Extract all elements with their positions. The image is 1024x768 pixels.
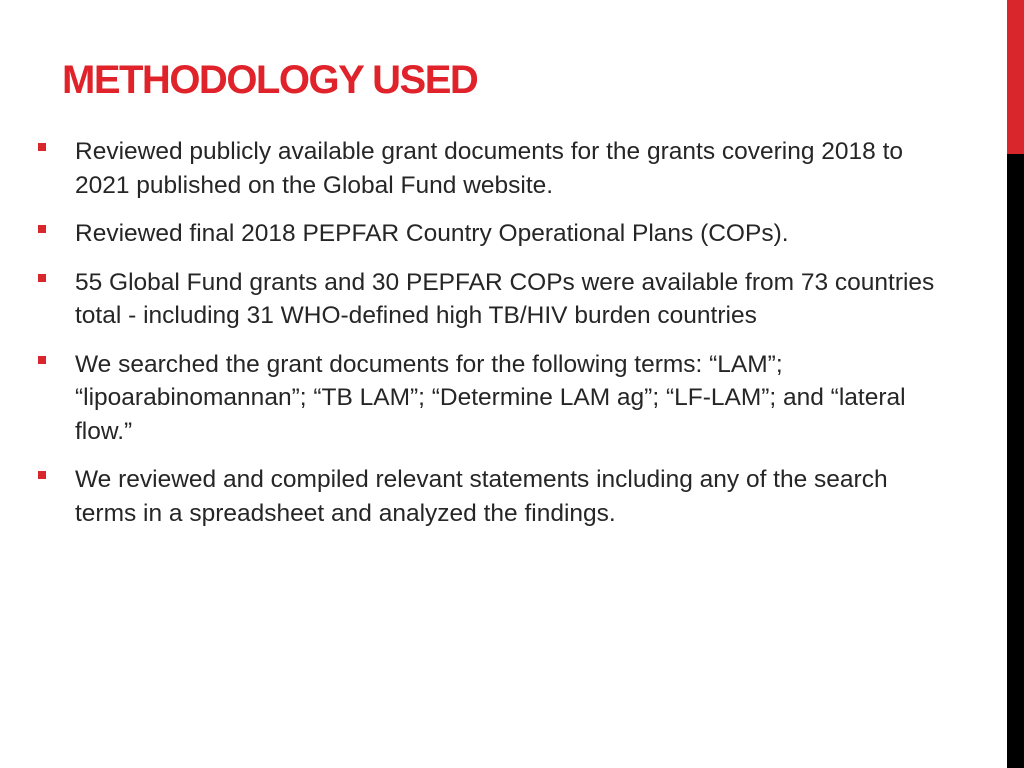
bullet-item (38, 135, 938, 202)
square-bullet-icon (38, 356, 46, 364)
bullet-item (38, 217, 938, 251)
square-bullet-icon (38, 143, 46, 151)
square-bullet-icon (38, 274, 46, 282)
bullet-text: 55 Global Fund grants and 30 PEPFAR COPs were available from 73 countries total - including 31 WHO-defined high TB/HIV burden countries (75, 268, 935, 329)
bullet-text: We searched the grant documents for the following terms: “LAM”; “lipoarabinomannan”; “TB LAM”; “Determine LAM ag”; “LF-LAM”; and “lateral flow.” (75, 350, 906, 445)
bullet-text: Reviewed publicly available grant documents for the grants covering 2018 to 2021 published on the Global Fund website. (75, 138, 904, 199)
bullet-text: We reviewed and compiled relevant statements including any of the search terms in a spreadsheet and analyzed the findings. (75, 466, 888, 527)
bullet-item (38, 266, 938, 333)
bullet-list (38, 135, 938, 545)
square-bullet-icon (38, 471, 46, 479)
side-accent-bar-black (1007, 154, 1024, 768)
slide-title: METHODOLOGY USED (62, 58, 478, 102)
square-bullet-icon (38, 225, 46, 233)
bullet-text: Reviewed final 2018 PEPFAR Country Operational Plans (COPs). (75, 220, 789, 247)
bullet-item (38, 463, 938, 530)
bullet-item (38, 348, 938, 449)
side-accent-bar-red (1007, 0, 1024, 154)
